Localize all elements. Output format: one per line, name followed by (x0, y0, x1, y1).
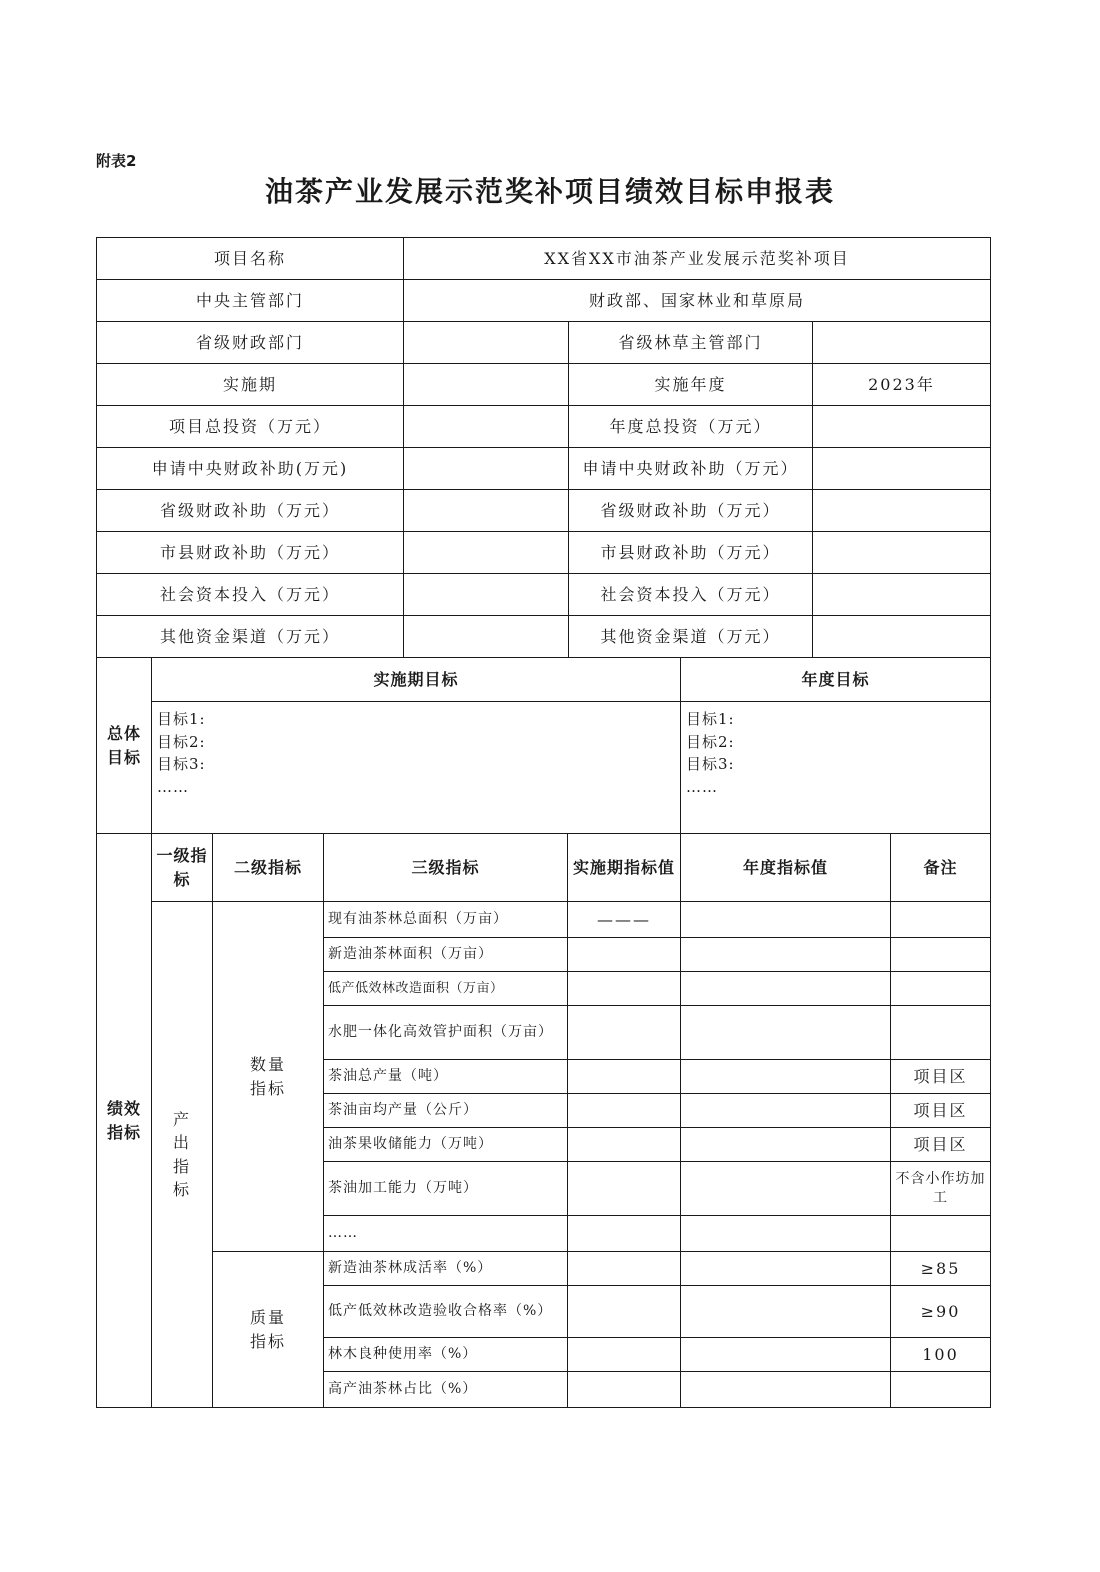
period-goals-header: 实施期目标 (152, 658, 681, 702)
metric-period-value[interactable] (568, 1006, 681, 1060)
metric-name: 油茶果收储能力（万吨） (324, 1128, 568, 1162)
invest-left-label: 其他资金渠道（万元） (97, 616, 404, 658)
metric-year-value[interactable] (681, 1216, 891, 1252)
table-row (97, 616, 991, 658)
prov-forestry-label: 省级林草主管部门 (569, 322, 813, 364)
goal-item: 目标1: (686, 710, 735, 728)
metric-name: 茶油加工能力（万吨） (324, 1162, 568, 1216)
table-row (97, 490, 991, 532)
table-row (97, 238, 991, 280)
quantity-metrics-label: 数量指标 (213, 902, 324, 1252)
metric-year-value[interactable] (681, 1060, 891, 1094)
prov-finance-label: 省级财政部门 (97, 322, 404, 364)
goals-metrics-table (96, 657, 991, 1408)
goal-item: 目标3: (686, 755, 735, 773)
metric-note: 项目区 (891, 1060, 991, 1094)
form-title: 油茶产业发展示范奖补项目绩效目标申报表 (264, 175, 835, 208)
metric-year-value[interactable] (681, 1372, 891, 1408)
metric-name: 新造油茶林面积（万亩） (324, 938, 568, 972)
table-row (97, 364, 991, 406)
metric-note (891, 1372, 991, 1408)
invest-right-label: 市县财政补助（万元） (569, 532, 813, 574)
metric-name: 现有油茶林总面积（万亩） (324, 902, 568, 938)
metric-period-value[interactable] (568, 938, 681, 972)
metric-note: 项目区 (891, 1094, 991, 1128)
central-dept-label: 中央主管部门 (97, 280, 404, 322)
metric-year-value[interactable] (681, 1252, 891, 1286)
goal-item: …… (157, 777, 189, 796)
invest-right-label: 年度总投资（万元） (569, 406, 813, 448)
metric-note (891, 902, 991, 938)
project-name-label: 项目名称 (97, 238, 404, 280)
table-row (97, 322, 991, 364)
table-row (97, 406, 991, 448)
metric-name: 高产油茶林占比（%） (324, 1372, 568, 1408)
header-year-value: 年度指标值 (681, 834, 891, 902)
quality-metrics-label: 质量指标 (213, 1252, 324, 1408)
header-period-value: 实施期指标值 (568, 834, 681, 902)
metric-name: 水肥一体化高效管护面积（万亩） (324, 1006, 568, 1060)
metric-note: 不含小作坊加工 (891, 1162, 991, 1216)
metric-note (891, 1006, 991, 1060)
metric-year-value[interactable] (681, 1162, 891, 1216)
metric-period-value[interactable] (568, 1128, 681, 1162)
invest-left-label: 申请中央财政补助(万元) (97, 448, 404, 490)
header-level3: 三级指标 (324, 834, 568, 902)
invest-left-label: 项目总投资（万元） (97, 406, 404, 448)
metric-year-value[interactable] (681, 902, 891, 938)
table-row (97, 902, 991, 938)
metric-year-value[interactable] (681, 1006, 891, 1060)
metric-year-value[interactable] (681, 1338, 891, 1372)
metric-note: ≥85 (891, 1252, 991, 1286)
invest-left-label: 省级财政补助（万元） (97, 490, 404, 532)
overall-goals-label: 总体目标 (97, 658, 152, 834)
year-goals-header: 年度目标 (681, 658, 991, 702)
prov-forestry-value[interactable] (813, 322, 991, 364)
table-row (97, 448, 991, 490)
metric-period-value[interactable] (568, 1286, 681, 1338)
invest-right-label: 其他资金渠道（万元） (569, 616, 813, 658)
metric-year-value[interactable] (681, 1286, 891, 1338)
table-row (97, 658, 991, 702)
metric-note (891, 972, 991, 1006)
header-level1: 一级指标 (152, 834, 213, 902)
central-dept-value[interactable]: 财政部、国家林业和草原局 (404, 280, 991, 322)
table-row (97, 574, 991, 616)
prov-finance-value[interactable] (404, 322, 569, 364)
metric-period-value[interactable] (568, 1216, 681, 1252)
table-row (97, 834, 991, 902)
invest-right-value[interactable] (813, 574, 991, 616)
period-value[interactable] (404, 364, 569, 406)
invest-left-label: 社会资本投入（万元） (97, 574, 404, 616)
metric-note: ≥90 (891, 1286, 991, 1338)
metric-name: 低产低效林改造面积（万亩） (324, 972, 568, 1006)
attachment-label: 附表2 (96, 152, 137, 170)
goal-item: 目标3: (157, 755, 206, 773)
metric-period-value[interactable] (568, 972, 681, 1006)
year-goals-cell[interactable] (681, 702, 991, 834)
output-metrics-label: 产出指标 (152, 902, 213, 1408)
metric-period-value[interactable] (568, 1094, 681, 1128)
table-row (97, 702, 991, 834)
invest-right-value[interactable] (813, 406, 991, 448)
header-note: 备注 (891, 834, 991, 902)
metric-name: 低产低效林改造验收合格率（%） (324, 1286, 568, 1338)
table-row (97, 532, 991, 574)
goal-item: 目标1: (157, 710, 206, 728)
metric-note (891, 938, 991, 972)
metric-period-value[interactable] (568, 1338, 681, 1372)
invest-left-label: 市县财政补助（万元） (97, 532, 404, 574)
metric-period-value[interactable]: ——— (568, 902, 681, 938)
invest-right-label: 省级财政补助（万元） (569, 490, 813, 532)
metric-year-value[interactable] (681, 972, 891, 1006)
metric-year-value[interactable] (681, 938, 891, 972)
year-value[interactable]: 2023年 (813, 364, 991, 406)
metric-name: …… (324, 1216, 568, 1252)
metric-period-value[interactable] (568, 1060, 681, 1094)
invest-left-value[interactable] (404, 490, 569, 532)
metric-name: 新造油茶林成活率（%） (324, 1252, 568, 1286)
invest-right-value[interactable] (813, 532, 991, 574)
metric-period-value[interactable] (568, 1162, 681, 1216)
metric-name: 茶油总产量（吨） (324, 1060, 568, 1094)
invest-left-value[interactable] (404, 532, 569, 574)
metric-year-value[interactable] (681, 1128, 891, 1162)
metric-period-value[interactable] (568, 1372, 681, 1408)
metric-year-value[interactable] (681, 1094, 891, 1128)
metric-name: 茶油亩均产量（公斤） (324, 1094, 568, 1128)
year-label: 实施年度 (569, 364, 813, 406)
metric-note (891, 1216, 991, 1252)
goal-item: …… (686, 777, 719, 796)
metric-note: 项目区 (891, 1128, 991, 1162)
invest-right-value[interactable] (813, 448, 991, 490)
goal-item: 目标2: (686, 732, 735, 751)
period-label: 实施期 (97, 364, 404, 406)
invest-right-value[interactable] (813, 616, 991, 658)
project-name-value[interactable]: XX省XX市油茶产业发展示范奖补项目 (404, 238, 991, 280)
invest-left-value[interactable] (404, 574, 569, 616)
invest-left-value[interactable] (404, 448, 569, 490)
metric-name: 林木良种使用率（%） (324, 1338, 568, 1372)
period-goals-cell[interactable] (152, 702, 681, 834)
invest-right-label: 社会资本投入（万元） (569, 574, 813, 616)
goal-item: 目标2: (157, 732, 206, 751)
invest-right-value[interactable] (813, 490, 991, 532)
header-level2: 二级指标 (213, 834, 324, 902)
table-row (97, 280, 991, 322)
invest-right-label: 申请中央财政补助（万元） (569, 448, 813, 490)
invest-left-value[interactable] (404, 406, 569, 448)
table-row (97, 1252, 991, 1286)
project-info-table (96, 237, 991, 658)
performance-metrics-label: 绩效指标 (97, 834, 152, 1408)
invest-left-value[interactable] (404, 616, 569, 658)
metric-period-value[interactable] (568, 1252, 681, 1286)
metric-note: 100 (891, 1338, 991, 1372)
